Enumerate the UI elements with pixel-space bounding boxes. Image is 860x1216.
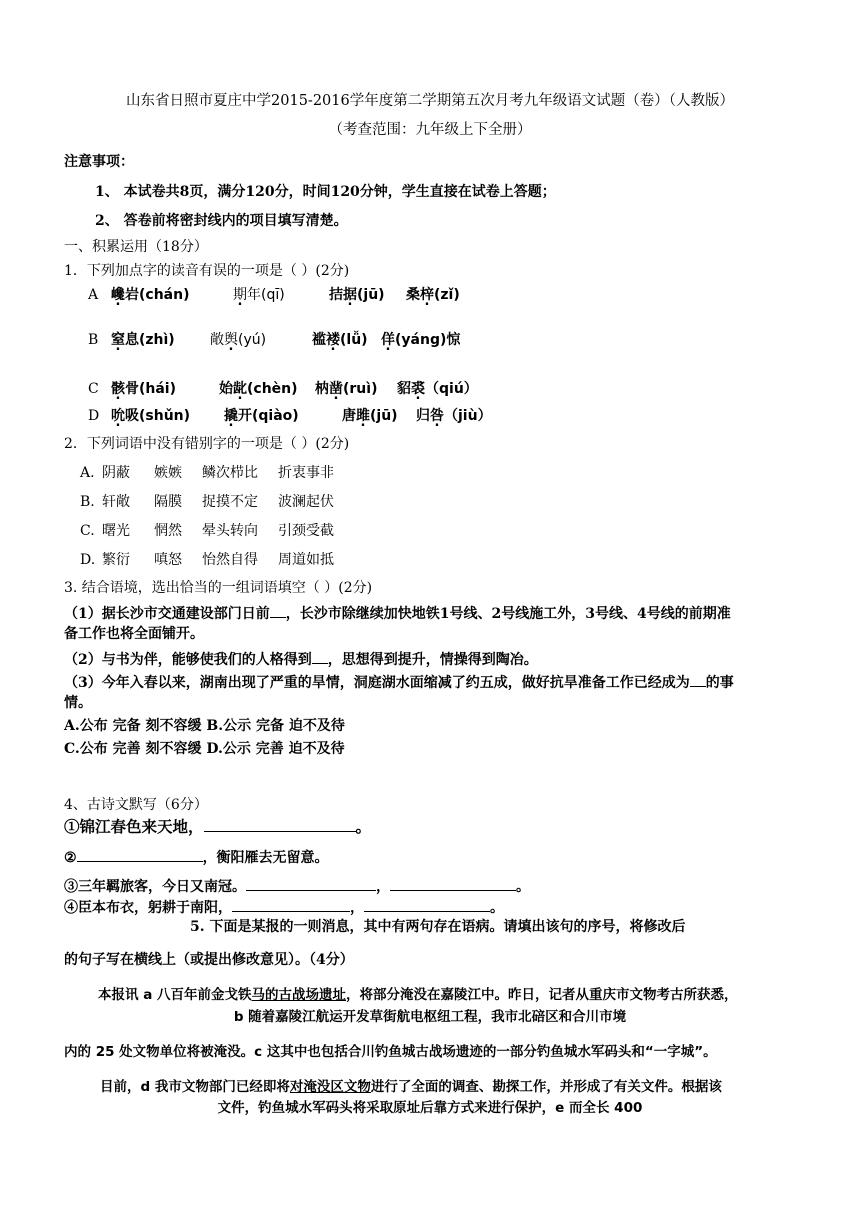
- q1-option-c-word-2: 始龀(chèn): [219, 381, 298, 397]
- question-4-heading: 4、古诗文默写（6分）: [64, 797, 208, 813]
- q3-sentence-3-cont: 情。: [64, 695, 92, 711]
- q1-option-a-letter: A: [88, 287, 99, 303]
- q1-option-a-word-4: 桑梓(zǐ): [406, 287, 460, 303]
- q4-line-2: ② ，衡阳雁去无留意。: [64, 845, 329, 868]
- q1-option-c-word-1: 骸骨(hái): [111, 381, 177, 397]
- q5-passage-line-4: 目前，d 我市文物部门已经即将对淹没区文物进行了全面的调查、勘探工作，并形成了有关文件。根据该: [100, 1079, 722, 1095]
- question-1-stem: 1．下列加点字的读音有误的一项是（ ）(2分): [64, 263, 350, 279]
- q5-passage-line-3: 内的 25 处文物单位将被淹没。c 这其中也包括合川钓鱼城古战场遗迹的一部分钓鱼城水军码头和“一字城”。: [64, 1044, 717, 1060]
- q4-blank-5[interactable]: [232, 895, 350, 912]
- q1-option-b-letter: B: [88, 332, 99, 348]
- q1-option-a-word-1: 巉岩(chán): [111, 287, 190, 303]
- notice-heading: 注意事项：: [64, 154, 134, 170]
- q1-option-d-word-1: 吮吸(shǔn): [111, 408, 191, 424]
- q4-line-4: ④臣本布衣，躬耕于南阳， ， 。: [64, 895, 504, 918]
- q1-option-b-word-3: 褴褛(lǚ): [312, 332, 368, 348]
- notice-item-2: 2、 答卷前将密封线内的项目填写清楚。: [95, 213, 348, 229]
- q4-blank-2[interactable]: [77, 845, 203, 862]
- q1-option-c-word-3: 枘凿(ruì): [315, 381, 378, 397]
- q2-option-c: C. 曙光 惘然 晕头转向 引颈受截: [80, 523, 334, 539]
- q2-option-a: A. 阴蔽 嫉嫉 鳞次栉比 折衷事非: [80, 465, 334, 481]
- q3-sentence-2: （2）与书为伴，能够使我们的人格得到 ，思想得到提升，情操得到陶冶。: [64, 647, 538, 670]
- q3-sentence-3: （3）今年入春以来，湖南出现了严重的旱情，洞庭湖水面缩减了约五成，做好抗旱准备工作已经成为 的事: [64, 670, 734, 693]
- q4-blank-4[interactable]: [390, 874, 516, 891]
- q3-blank-3[interactable]: [690, 670, 706, 687]
- q3-blank-2[interactable]: [312, 647, 328, 664]
- q4-line-1: ①锦江春色来天地， 。: [64, 817, 372, 836]
- q4-blank-1[interactable]: [204, 815, 356, 832]
- q1-option-c-word-4: 貂裘（qiú）: [397, 381, 478, 397]
- q4-blank-3[interactable]: [246, 874, 376, 891]
- question-5-stem: 5. 下面是某报的一则消息，其中有两句存在语病。请填出该句的序号，将修改后: [190, 919, 686, 935]
- q1-option-d-letter: D: [88, 408, 100, 424]
- q1-option-b-word-1: 窒息(zhì): [111, 332, 175, 348]
- q5-passage-line-5: 文件，钓鱼城水军码头将采取原址后靠方式来进行保护，e 而全长 400: [217, 1100, 643, 1116]
- q3-options-cd: C.公布 完善 刻不容缓 D.公示 完善 迫不及待: [64, 741, 345, 757]
- q4-line-3: ③三年羁旅客，今日又南冠。 ， 。: [64, 874, 530, 897]
- q3-sentence-1: （1）据长沙市交通建设部门日前 ，长沙市除继续加快地铁1号线、2号线施工外，3号线、4号线的前期准: [64, 601, 731, 624]
- question-3-stem: 3. 结合语境，选出恰当的一组词语填空（ ）(2分): [64, 580, 373, 596]
- q3-sentence-1-cont: 备工作也将全面铺开。: [64, 626, 204, 642]
- notice-item-1: 1、 本试卷共8页，满分120分，时间120分钟，学生直接在试卷上答题；: [95, 184, 556, 200]
- page-title: 山东省日照市夏庄中学2015-2016学年度第二学期第五次月考九年级语文试题（卷）（人教版）: [126, 93, 734, 109]
- q3-blank-1[interactable]: [270, 601, 286, 618]
- q1-option-b-word-4: 佯(yáng)惊: [381, 332, 461, 348]
- q5-passage-line-1: 本报讯 a 八百年前金戈铁马的古战场遗址，将部分淹没在嘉陵江中。昨日，记者从重庆市文物考古所获悉，: [98, 987, 738, 1003]
- q1-option-d-word-4: 归咎（jiù）: [416, 408, 492, 424]
- q5-passage-line-2: b 随着嘉陵江航运开发草街航电枢纽工程，我市北碚区和合川市境: [233, 1009, 627, 1025]
- q1-option-c-letter: C: [88, 381, 99, 397]
- q1-option-b-word-2: 敞舆(yú): [210, 332, 267, 348]
- q3-options-ab: A.公布 完备 刻不容缓 B.公示 完备 迫不及待: [64, 718, 345, 734]
- q2-option-b: B. 轩敞 隔膜 捉摸不定 波澜起伏: [80, 494, 334, 510]
- q4-blank-6[interactable]: [364, 895, 490, 912]
- q1-option-a-word-3: 拮据(jū): [329, 287, 385, 303]
- q1-option-a-word-2: 期年(qī): [233, 287, 285, 303]
- question-5-stem-cont: 的句子写在横线上（或提出修改意见）。（4分）: [64, 952, 354, 968]
- q1-option-d-word-2: 撬开(qiào): [224, 408, 299, 424]
- question-2-stem: 2．下列词语中没有错别字的一项是（ ）(2分): [64, 436, 350, 452]
- section-heading: 一、积累运用（18分）: [64, 239, 208, 255]
- q1-option-d-word-3: 唐雎(jū): [342, 408, 398, 424]
- q2-option-d: D. 繁衍 嗔怒 怡然自得 周道如抵: [80, 552, 334, 568]
- page-subtitle: （考查范围：九年级上下全册）: [328, 122, 532, 138]
